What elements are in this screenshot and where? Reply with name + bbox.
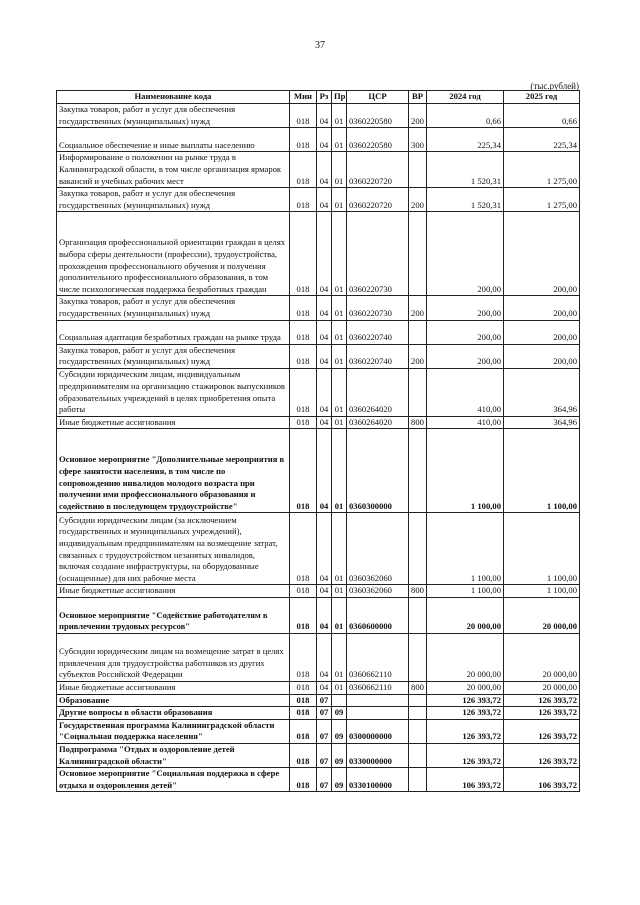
cell-rz: 04 [317, 513, 332, 585]
table-row [57, 152, 580, 188]
cell-rz: 07 [317, 694, 332, 707]
cell-csr [347, 707, 409, 720]
cell-vr [409, 768, 427, 792]
cell-pr: 01 [332, 344, 347, 368]
table-row [57, 320, 580, 344]
cell-csr: 0360220720 [347, 188, 409, 212]
cell-pr: 01 [332, 128, 347, 152]
cell-vr [409, 743, 427, 767]
cell-min: 018 [290, 719, 317, 743]
cell-min: 018 [290, 513, 317, 585]
cell-y2025: 364,96 [504, 416, 580, 429]
unit-note: (тыс.рублей) [530, 81, 579, 91]
cell-csr: 0300000000 [347, 719, 409, 743]
cell-rz: 04 [317, 152, 332, 188]
cell-y2025: 126 393,72 [504, 719, 580, 743]
cell-pr: 01 [332, 681, 347, 694]
cell-name: Государственная программа Калининградской области "Социальная поддержка населения" [57, 719, 290, 743]
cell-csr: 0360300000 [347, 429, 409, 513]
cell-y2024: 1 100,00 [427, 513, 504, 585]
cell-pr [332, 694, 347, 707]
cell-y2025: 126 393,72 [504, 743, 580, 767]
cell-vr [409, 513, 427, 585]
cell-y2025: 200,00 [504, 296, 580, 320]
header-name: Наименование кода [57, 91, 290, 104]
cell-rz: 07 [317, 707, 332, 720]
cell-csr: 0360600000 [347, 597, 409, 633]
cell-y2024: 1 100,00 [427, 429, 504, 513]
table-row [57, 707, 580, 720]
table-row [57, 719, 580, 743]
cell-min: 018 [290, 681, 317, 694]
cell-min: 018 [290, 429, 317, 513]
cell-min: 018 [290, 344, 317, 368]
budget-table [56, 90, 580, 792]
table-row [57, 368, 580, 416]
cell-min: 018 [290, 188, 317, 212]
cell-vr [409, 368, 427, 416]
cell-name: Подпрограмма "Отдых и оздоровление детей Калининградской области" [57, 743, 290, 767]
cell-rz: 04 [317, 104, 332, 128]
cell-y2024: 200,00 [427, 320, 504, 344]
cell-y2025: 364,96 [504, 368, 580, 416]
cell-y2024: 126 393,72 [427, 743, 504, 767]
cell-vr: 200 [409, 188, 427, 212]
cell-min: 018 [290, 296, 317, 320]
cell-y2024: 225,34 [427, 128, 504, 152]
cell-vr: 200 [409, 104, 427, 128]
cell-y2024: 200,00 [427, 344, 504, 368]
cell-y2024: 106 393,72 [427, 768, 504, 792]
cell-y2024: 126 393,72 [427, 719, 504, 743]
cell-y2024: 1 520,31 [427, 152, 504, 188]
cell-y2025: 1 100,00 [504, 429, 580, 513]
cell-pr: 01 [332, 633, 347, 681]
cell-name: Социальная адаптация безработных граждан на рынке труда [57, 320, 290, 344]
cell-csr: 0360220730 [347, 212, 409, 296]
cell-vr: 800 [409, 681, 427, 694]
cell-pr: 01 [332, 416, 347, 429]
cell-name: Информирование о положении на рынке труда в Калининградской области, в том числе организация ярмарок вакансий и учебных рабочих мест [57, 152, 290, 188]
cell-y2024: 20 000,00 [427, 681, 504, 694]
table-row [57, 344, 580, 368]
table-row [57, 188, 580, 212]
table-body [57, 104, 580, 792]
cell-rz: 04 [317, 188, 332, 212]
cell-name: Организация профессиональной ориентации граждан в целях выбора сферы деятельности (профессии), трудоустройства, прохождения профессионального обучения и получения дополнительного профессионального образования, в том числе психологическая поддержка безработных граждан [57, 212, 290, 296]
page-number: 37 [315, 40, 325, 51]
cell-y2024: 410,00 [427, 368, 504, 416]
cell-csr: 0360220740 [347, 344, 409, 368]
cell-csr: 0360362060 [347, 585, 409, 598]
cell-y2025: 20 000,00 [504, 633, 580, 681]
cell-pr: 01 [332, 429, 347, 513]
table-row [57, 296, 580, 320]
cell-vr [409, 597, 427, 633]
table-header-row [57, 91, 580, 104]
cell-pr: 01 [332, 320, 347, 344]
cell-y2025: 1 100,00 [504, 585, 580, 598]
cell-min: 018 [290, 597, 317, 633]
cell-name: Образование [57, 694, 290, 707]
table-row [57, 694, 580, 707]
table-row [57, 416, 580, 429]
cell-name: Иные бюджетные ассигнования [57, 416, 290, 429]
cell-pr: 01 [332, 368, 347, 416]
cell-pr: 09 [332, 768, 347, 792]
table-row [57, 429, 580, 513]
cell-vr [409, 633, 427, 681]
cell-csr: 0360220730 [347, 296, 409, 320]
cell-y2024: 126 393,72 [427, 707, 504, 720]
cell-y2025: 200,00 [504, 344, 580, 368]
cell-vr: 200 [409, 344, 427, 368]
table-row [57, 104, 580, 128]
cell-csr: 0360220740 [347, 320, 409, 344]
cell-y2025: 1 275,00 [504, 152, 580, 188]
cell-name: Субсидии юридическим лицам на возмещение затрат в целях привлечения для трудоустройства работников из других субъектов Российской Федерации [57, 633, 290, 681]
cell-y2025: 106 393,72 [504, 768, 580, 792]
cell-y2024: 1 520,31 [427, 188, 504, 212]
table-row [57, 513, 580, 585]
cell-csr: 0360662110 [347, 681, 409, 694]
cell-min: 018 [290, 320, 317, 344]
cell-pr: 01 [332, 152, 347, 188]
cell-rz: 07 [317, 743, 332, 767]
cell-y2025: 225,34 [504, 128, 580, 152]
cell-csr: 0360662110 [347, 633, 409, 681]
cell-rz: 04 [317, 320, 332, 344]
cell-y2024: 20 000,00 [427, 597, 504, 633]
table-row [57, 585, 580, 598]
cell-rz: 07 [317, 719, 332, 743]
table-row [57, 128, 580, 152]
table-row [57, 743, 580, 767]
cell-min: 018 [290, 416, 317, 429]
cell-rz: 04 [317, 633, 332, 681]
cell-y2024: 20 000,00 [427, 633, 504, 681]
header-2024: 2024 год [427, 91, 504, 104]
cell-csr: 0360220580 [347, 128, 409, 152]
cell-csr: 0360264020 [347, 368, 409, 416]
cell-name: Иные бюджетные ассигнования [57, 681, 290, 694]
cell-min: 018 [290, 585, 317, 598]
cell-name: Закупка товаров, работ и услуг для обеспечения государственных (муниципальных) нужд [57, 104, 290, 128]
cell-min: 018 [290, 743, 317, 767]
cell-y2025: 20 000,00 [504, 681, 580, 694]
cell-y2025: 1 275,00 [504, 188, 580, 212]
cell-csr: 0360220580 [347, 104, 409, 128]
cell-csr [347, 694, 409, 707]
cell-name: Иные бюджетные ассигнования [57, 585, 290, 598]
cell-name: Субсидии юридическим лицам (за исключением государственных и муниципальных учреждений), индивидуальным предпринимателям на возмещение затрат, связанных с трудоустройством незанятых инвалидов, включая создание инфраструктуры, на оборудованные (оснащенные) для них рабочие места [57, 513, 290, 585]
table-row [57, 768, 580, 792]
cell-name: Закупка товаров, работ и услуг для обеспечения государственных (муниципальных) нужд [57, 188, 290, 212]
cell-rz: 04 [317, 368, 332, 416]
cell-rz: 04 [317, 681, 332, 694]
cell-name: Другие вопросы в области образования [57, 707, 290, 720]
header-csr: ЦСР [347, 91, 409, 104]
cell-name: Закупка товаров, работ и услуг для обеспечения государственных (муниципальных) нужд [57, 296, 290, 320]
cell-pr: 01 [332, 585, 347, 598]
cell-vr [409, 694, 427, 707]
cell-vr [409, 212, 427, 296]
cell-y2024: 1 100,00 [427, 585, 504, 598]
cell-csr: 0360220720 [347, 152, 409, 188]
cell-y2025: 126 393,72 [504, 707, 580, 720]
cell-name: Основное мероприятие "Дополнительные мероприятия в сфере занятости населения, в том числе по сопровождению инвалидов молодого возраста при получении ими профессионального образования и содействию в последующем трудоустройстве" [57, 429, 290, 513]
cell-rz: 04 [317, 585, 332, 598]
cell-y2025: 0,66 [504, 104, 580, 128]
cell-rz: 04 [317, 429, 332, 513]
table-row [57, 212, 580, 296]
cell-rz: 04 [317, 212, 332, 296]
cell-vr [409, 320, 427, 344]
cell-rz: 04 [317, 416, 332, 429]
cell-y2024: 200,00 [427, 212, 504, 296]
cell-vr [409, 707, 427, 720]
cell-rz: 04 [317, 597, 332, 633]
cell-y2025: 1 100,00 [504, 513, 580, 585]
cell-name: Основное мероприятие "Содействие работодателям в привлечении трудовых ресурсов" [57, 597, 290, 633]
cell-vr [409, 719, 427, 743]
cell-csr: 0330100000 [347, 768, 409, 792]
cell-min: 018 [290, 212, 317, 296]
cell-y2025: 200,00 [504, 212, 580, 296]
header-min: Мин [290, 91, 317, 104]
cell-name: Субсидии юридическим лицам, индивидуальным предпринимателям на организацию стажировок выпускников образовательных учреждений в целях приобретения опыта работы [57, 368, 290, 416]
cell-pr: 09 [332, 707, 347, 720]
cell-min: 018 [290, 128, 317, 152]
cell-pr: 01 [332, 104, 347, 128]
cell-rz: 04 [317, 296, 332, 320]
cell-rz: 07 [317, 768, 332, 792]
cell-pr: 01 [332, 212, 347, 296]
cell-pr: 01 [332, 597, 347, 633]
cell-name: Основное мероприятие "Социальная поддержка в сфере отдыха и оздоровления детей" [57, 768, 290, 792]
cell-min: 018 [290, 768, 317, 792]
cell-csr: 0360362060 [347, 513, 409, 585]
cell-csr: 0330000000 [347, 743, 409, 767]
cell-csr: 0360264020 [347, 416, 409, 429]
cell-name: Закупка товаров, работ и услуг для обеспечения государственных (муниципальных) нужд [57, 344, 290, 368]
cell-vr [409, 429, 427, 513]
cell-min: 018 [290, 707, 317, 720]
header-2025: 2025 год [504, 91, 580, 104]
cell-min: 018 [290, 152, 317, 188]
cell-y2025: 20 000,00 [504, 597, 580, 633]
cell-pr: 01 [332, 296, 347, 320]
cell-pr: 01 [332, 513, 347, 585]
cell-y2025: 200,00 [504, 320, 580, 344]
cell-pr: 09 [332, 743, 347, 767]
cell-pr: 09 [332, 719, 347, 743]
cell-min: 018 [290, 368, 317, 416]
cell-y2024: 126 393,72 [427, 694, 504, 707]
cell-rz: 04 [317, 128, 332, 152]
cell-min: 018 [290, 633, 317, 681]
cell-y2024: 410,00 [427, 416, 504, 429]
cell-vr: 300 [409, 128, 427, 152]
cell-vr: 800 [409, 416, 427, 429]
table-row [57, 597, 580, 633]
header-pr: Пр [332, 91, 347, 104]
cell-min: 018 [290, 694, 317, 707]
cell-vr: 200 [409, 296, 427, 320]
cell-name: Социальное обеспечение и иные выплаты населению [57, 128, 290, 152]
cell-pr: 01 [332, 188, 347, 212]
cell-y2025: 126 393,72 [504, 694, 580, 707]
cell-vr: 800 [409, 585, 427, 598]
cell-rz: 04 [317, 344, 332, 368]
cell-y2024: 200,00 [427, 296, 504, 320]
header-vr: ВР [409, 91, 427, 104]
header-rz: Рз [317, 91, 332, 104]
cell-y2024: 0,66 [427, 104, 504, 128]
table-row [57, 633, 580, 681]
cell-vr [409, 152, 427, 188]
cell-min: 018 [290, 104, 317, 128]
table-row [57, 681, 580, 694]
